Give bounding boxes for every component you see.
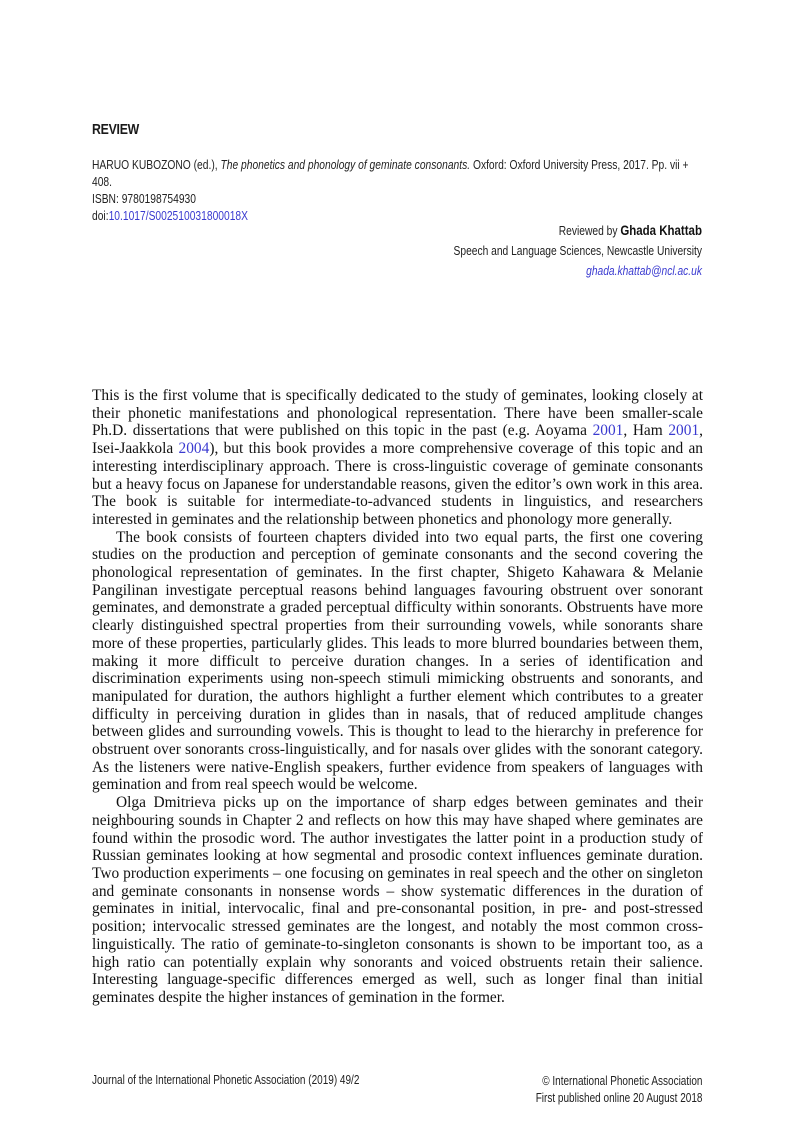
footer-journal: Journal of the International Phonetic Association (2019) 49/2 [92,1073,360,1087]
reviewer-name: Ghada Khattab [620,222,702,238]
review-body [92,387,703,1007]
p1-text-a: This is the first volume that is specifically dedicated to the study of geminates, looking closely at their phonetic manifestations and phonological representation. There have been smaller-scale Ph.D. dissertations that were published on this topic in the past (e.g. Aoyama [92,387,703,440]
p1-text-d: ), but this book provides a more comprehensive coverage of this topic and an interesting interdisciplinary approach. There is cross-linguistic coverage of geminate consonants but a heavy focus on Japanese for understandable reasons, given the editor’s own work in this area. The book is suitable for intermediate-to-advanced students in linguistics, and researchers interested in geminates and the relationship between phonetics and phonology more generally. [92,440,703,528]
citation-author: HARUO KUBOZONO (ed.), [92,158,221,172]
p1-text-c: , Isei-Jaakkola [92,422,703,458]
ref-isei-jaakkola-2004[interactable]: 2004 [178,440,210,458]
citation-title: The phonetics and phonology of geminate consonants. [220,158,471,172]
section-heading: REVIEW [92,121,140,138]
reviewer-byline [454,220,702,241]
doi-link[interactable]: 10.1017/S002510031800018X [108,209,249,223]
citation-isbn: ISBN: 9780198754930 [92,192,196,206]
reviewer-email-link[interactable]: ghada.khattab@ncl.ac.uk [586,264,702,278]
book-citation [92,157,704,225]
ref-aoyama-2001[interactable]: 2001 [592,422,624,440]
paragraph-1 [92,387,703,529]
reviewer-prefix: Reviewed by [558,224,621,238]
footer-publication-info [494,1073,702,1107]
footer-copyright: © International Phonetic Association [541,1074,702,1088]
citation-publisher: Oxford: Oxford University Press, 2017. Pp. vii + 408. [92,158,689,189]
footer-published-date: First published online 20 August 2018 [535,1091,702,1105]
p1-text-b: , Ham [623,422,669,440]
doi-prefix: doi: [92,209,109,223]
reviewer-block [399,220,702,281]
paragraph-2: The book consists of fourteen chapters divided into two equal parts, the first one covering studies on the production and perception of geminate consonants and the second covering the phonological representation of geminates. In the first chapter, Shigeto Kahawara & Melanie Pangilinan investigate perceptual reasons behind languages favouring obstruent over sonorant geminates, and demonstrate a graded perceptual difficulty within sonorants. Obstruents have more clearly distinguished spectral properties from their surrounding vowels, while sonorants share more of these properties, particularly glides. This leads to more blurred boundaries between them, making it more difficult to perceive duration changes. In a series of identification and discrimination experiments using non-speech stimuli mimicking obstruents and sonorants, and manipulated for duration, the authors highlight a further element which contributes to a greater difficulty in perceiving duration in glides than in nasals, that of reduced amplitude changes between glides and surrounding vowels. This is thought to lead to the hierarchy in preference for obstruent over sonorants cross-linguistically, and for nasals over glides with the sonorant category. As the listeners were native-English speakers, further evidence from speakers of languages with gemination and from real speech would be welcome. [92,528,703,794]
reviewer-affiliation: Speech and Language Sciences, Newcastle University [453,244,702,258]
paragraph-3: Olga Dmitrieva picks up on the importance of sharp edges between geminates and their neighbouring sounds in Chapter 2 and reflects on how this may have shaped where geminates are found within the prosodic word. The author investigates the latter point in a production study of Russian geminates looking at how segmental and prosodic context influences geminate duration. Two production experiments – one focusing on geminates in real speech and the other on singleton and geminate consonants in nonsense words – show systematic differences in the duration of geminates in initial, intervocalic, final and pre-consonantal position, in pre- and post-stressed position; intervocalic stressed geminates are the longest, and notably the most common cross-linguistically. The ratio of geminate-to-singleton consonants is shown to be important too, as a high ratio can potentially explain why sonorants and voiced obstruents retain their salience. Interesting language-specific differences emerged as well, such as longer final than initial geminates despite the higher instances of gemination in the former. [92,794,703,1006]
ref-ham-2001[interactable]: 2001 [668,422,700,440]
